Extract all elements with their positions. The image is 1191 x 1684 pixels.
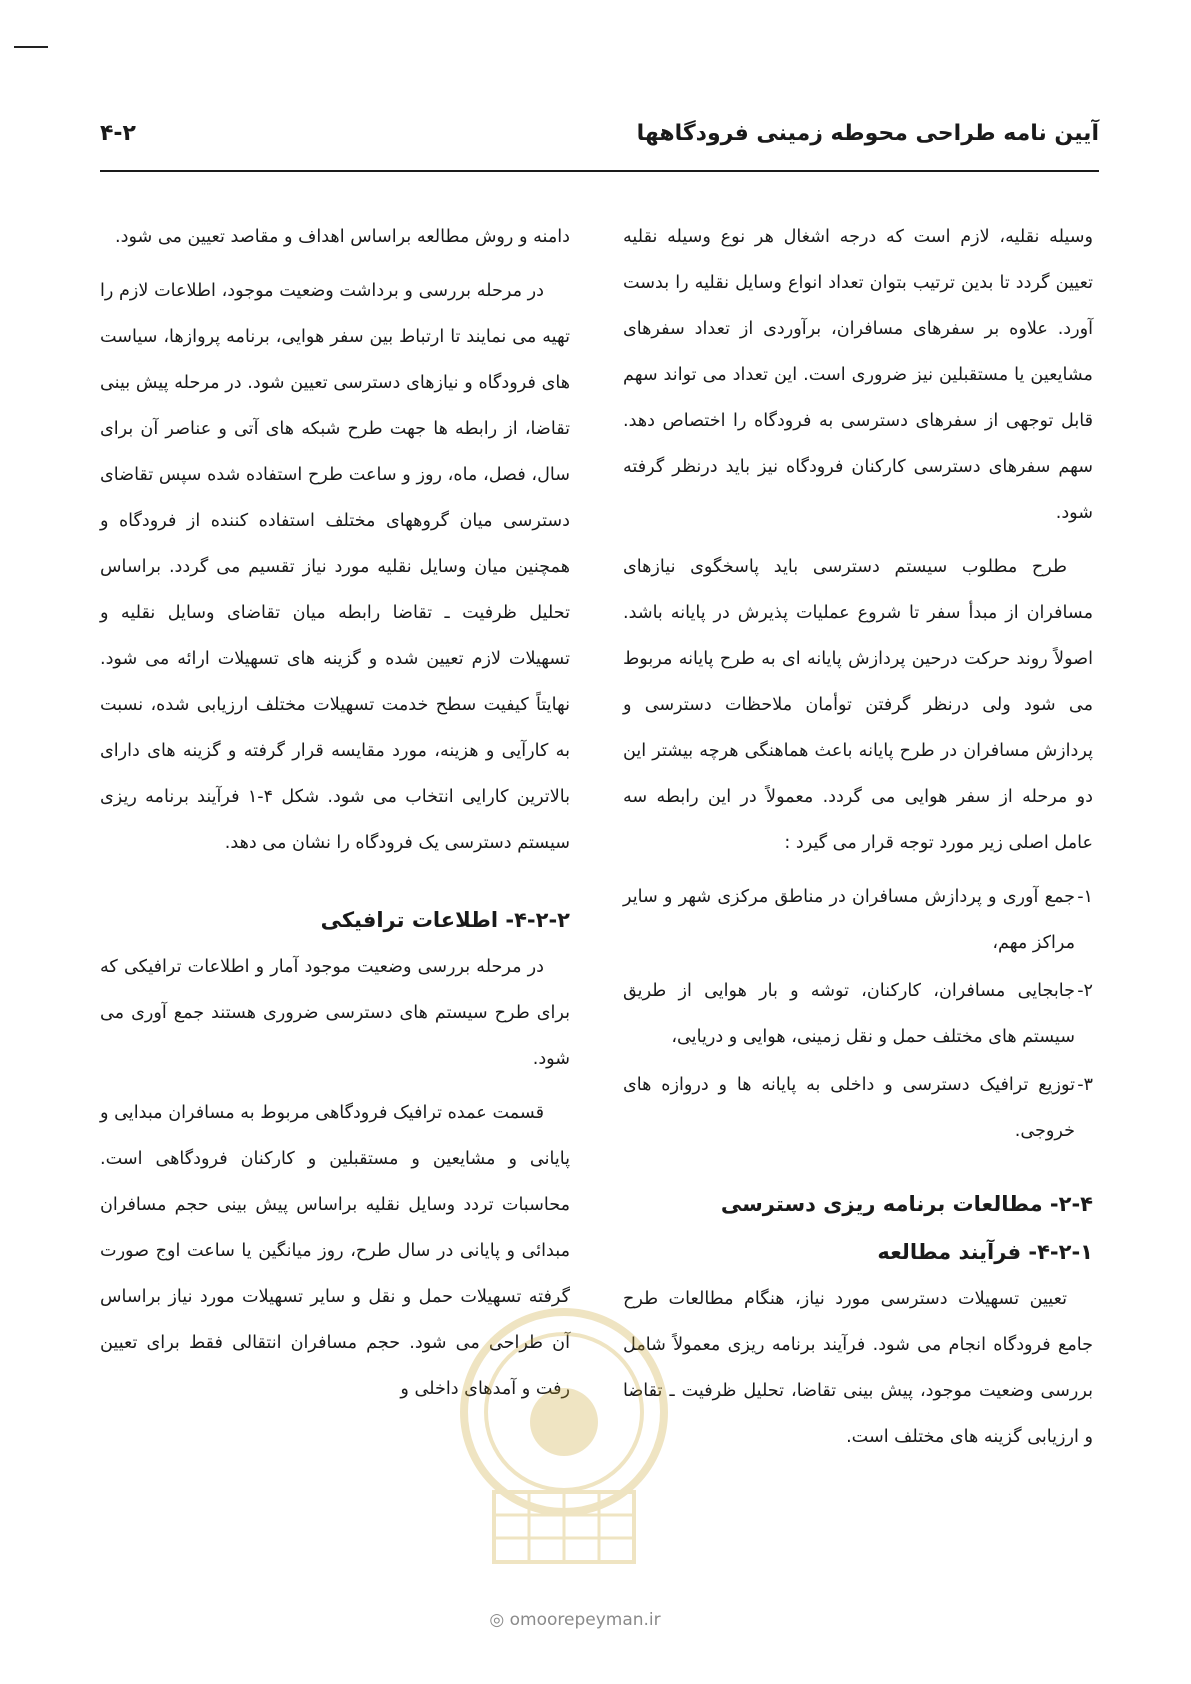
corner-mark	[14, 46, 48, 48]
list-item	[623, 874, 1093, 966]
paragraph: وسیله نقلیه، لازم است که درجه اشغال هر نوع وسیله نقلیه تعیین گردد تا بدین ترتیب بتوان تعداد انواع وسایل نقلیه را بدست آورد. علاوه بر سفرهای مسافران، برآوردی از تعداد سفرهای مشایعین یا مستقبلین نیز ضروری است. این تعداد می تواند سهم قابل توجهی از سفرهای دسترسی به فرودگاه را اختصاص دهد. سهم سفرهای دسترسی کارکنان فرودگاه نیز باید درنظر گرفته شود.	[623, 227, 1093, 523]
globe-icon: ◎	[489, 1610, 505, 1630]
list-text: جمع آوری و پردازش مسافران در مناطق مرکزی شهر و سایر مراکز مهم،	[623, 887, 1075, 953]
right-column	[623, 214, 1093, 1468]
paragraph: در مرحله بررسی وضعیت موجود آمار و اطلاعات ترافیکی که برای طرح سیستم های دسترسی ضروری هستند جمع آوری می شود.	[100, 957, 570, 1069]
list-item	[623, 1062, 1093, 1154]
paragraph: قسمت عمده ترافیک فرودگاهی مربوط به مسافران مبدایی و پایانی و مشایعین و مستقبلین و کارکنان فرودگاهی است. محاسبات تردد وسایل نقلیه براساس پیش بینی حجم مسافران مبدائی و پایانی در سال طرح، روز میانگین یا ساعت اوج صورت گرفته تسهیلات حمل و نقل و سایر تسهیلات مورد نیاز براساس آن طراحی می شود. حجم مسافران انتقالی فقط برای تعیین رفت و آمدهای داخلی و	[100, 1103, 570, 1399]
list-number: ۲-	[1077, 981, 1093, 1001]
left-column	[100, 214, 570, 1420]
website-url: omoorepeyman.ir	[509, 1610, 661, 1630]
section-heading: ۲-۴- مطالعات برنامه ریزی دسترسی	[720, 1192, 1093, 1216]
subsection-heading: ۴-۲-۱- فرآیند مطالعه	[877, 1240, 1093, 1264]
list-number: ۱-	[1077, 887, 1093, 907]
subsection-heading: ۴-۲-۲- اطلاعات ترافیکی	[320, 908, 570, 932]
paragraph: دامنه و روش مطالعه براساس اهداف و مقاصد تعیین می شود.	[115, 227, 570, 247]
paragraph: در مرحله بررسی و برداشت وضعیت موجود، اطلاعات لازم را تهیه می نمایند تا ارتباط بین سفر هوایی، برنامه پروازها، سیاست های فرودگاه و نیازهای دسترسی تعیین شود. در مرحله پیش بینی تقاضا، از رابطه ها جهت طرح شبکه های آتی و عناصر آن برای سال، فصل، ماه، روز و ساعت طرح استفاده شده سپس تقاضای دسترسی میان گروههای مختلف استفاده کننده از فرودگاه و همچنین میان وسایل نقلیه مورد نیاز تقسیم می گردد. براساس تحلیل ظرفیت ـ تقاضا رابطه میان تقاضای وسایل نقلیه و تسهیلات لازم تعیین شده و گزینه های تسهیلات ارائه می شود. نهایتاً کیفیت سطح خدمت تسهیلات مختلف ارزیابی شده، نسبت به کارآیی و هزینه، مورد مقایسه قرار گرفته و گزینه های دارای بالاترین کارایی انتخاب می شود. شکل ۴-۱ فرآیند برنامه ریزی سیستم دسترسی یک فرودگاه را نشان می دهد.	[100, 281, 570, 853]
list-number: ۳-	[1077, 1075, 1093, 1095]
running-header	[100, 118, 1099, 172]
paragraph: تعیین تسهیلات دسترسی مورد نیاز، هنگام مطالعات طرح جامع فرودگاه انجام می شود. فرآیند برنامه ریزی معمولاً شامل بررسی وضعیت موجود، پیش بینی تقاضا، تحلیل ظرفیت ـ تقاضا و ارزیابی گزینه های مختلف است.	[623, 1289, 1093, 1447]
paragraph: طرح مطلوب سیستم دسترسی باید پاسخگوی نیازهای مسافران از مبدأ سفر تا شروع عملیات پذیرش در پایانه باشد. اصولاً روند حرکت درحین پردازش پایانه ای به طرح پایانه مربوط می شود ولی درنظر گرفتن توأمان ملاحظات دسترسی و پردازش مسافران در طرح پایانه باعث هماهنگی هرچه بیشتر این دو مرحله از سفر هوایی می گردد. معمولاً در این رابطه سه عامل اصلی زیر مورد توجه قرار می گیرد :	[623, 557, 1093, 853]
header-title: آیین نامه طراحی محوطه زمینی فرودگاهها	[636, 121, 1099, 146]
list-text: جابجایی مسافران، کارکنان، توشه و بار هوایی از طریق سیستم های مختلف حمل و نقل زمینی، هوایی و دریایی،	[623, 981, 1075, 1047]
page-number: ۴-۲	[100, 121, 136, 146]
list-item	[623, 968, 1093, 1060]
list-text: توزیع ترافیک دسترسی و داخلی به پایانه ها و دروازه های خروجی.	[623, 1075, 1075, 1141]
website-stamp	[450, 1610, 700, 1630]
